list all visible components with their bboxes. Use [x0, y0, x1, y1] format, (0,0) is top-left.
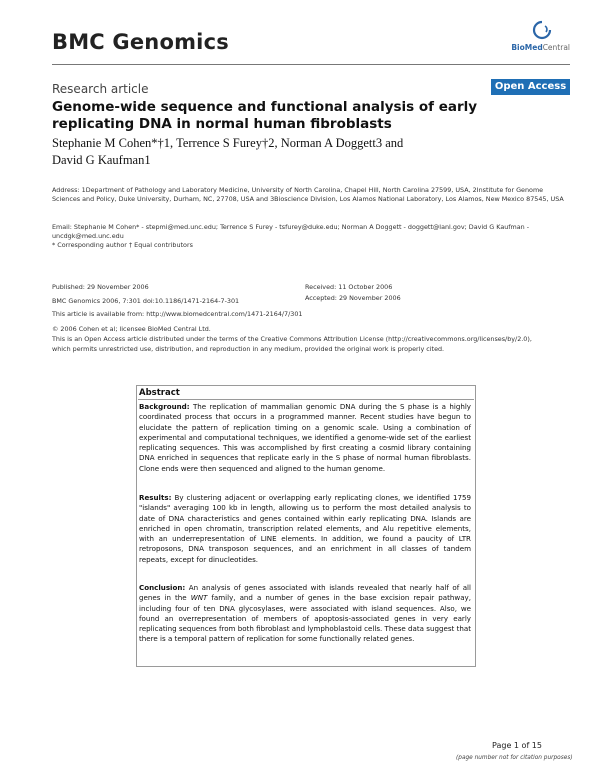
accepted-date: Accepted: 29 November 2006	[305, 294, 401, 302]
received-date: Received: 11 October 2006	[305, 283, 393, 291]
abstract-divider	[138, 399, 474, 400]
license-text[interactable]: This is an Open Access article distributed under the terms of the Creative Commons Attribution License (http://creativecommons.org/licenses/by/2.0),	[52, 335, 532, 343]
license-text-continued: which permits unrestricted use, distribution, and reproduction in any medium, provided the original work is properly cited.	[52, 345, 445, 353]
author-emails: Email: Stephanie M Cohen* - stepmi@med.unc.edu; Terrence S Furey - tsfurey@duke.edu; Norman A Doggett - doggett@lanl.gov; David G Kaufman - uncdgk@med.unc.edu	[52, 223, 530, 240]
conclusion-label: Conclusion:	[139, 583, 186, 592]
abstract-conclusion: Conclusion: An analysis of genes associated with islands revealed that nearly half of all genes in the WNT family, and a number of genes in the base excision repair pathway, including four of ten DNA glycosylases, were associated with island sequences. Also, we found an overrepresentation of members of apoptosis-associated genes in very early replicating sequences from both fibroblast and lymphoblastoid cells. These data suggest that there is a temporal pattern of replication for some functionally related genes.	[139, 583, 471, 644]
authors-line: Stephanie M Cohen*†1, Terrence S Furey†2, Norman A Doggett3 and	[52, 136, 404, 150]
background-label: Background:	[139, 402, 190, 411]
paper-title: Genome-wide sequence and functional analysis of early replicating DNA in normal human fibroblasts	[52, 99, 478, 132]
abstract-heading: Abstract	[139, 388, 180, 398]
abstract-results: Results: By clustering adjacent or overlapping early replicating clones, we identified 1759 "islands" averaging 100 kb in length, allowing us to perform the most detailed analysis to date of DNA characteristics and genes contained within early replicating DNA. Islands are enriched in open chromatin, transcription related elements, and Alu repetitive elements, with an underrepresentation of LINE elements. In addition, we found a paucity of LTR retroposons, DNA transposon sequences, and an enrichment in all classes of tandem repeats, except for dinucleotides.	[139, 493, 471, 564]
header-divider	[52, 64, 570, 65]
page-number-note: (page number not for citation purposes)	[456, 755, 573, 761]
copyright-line: © 2006 Cohen et al; licensee BioMed Central Ltd.	[52, 325, 211, 333]
published-date: Published: 29 November 2006	[52, 283, 149, 291]
author-list	[52, 135, 552, 169]
article-url[interactable]: This article is available from: http://www.biomedcentral.com/1471-2164/7/301	[52, 310, 303, 318]
biomed-logo-icon	[532, 20, 552, 40]
publisher-logo	[490, 20, 570, 58]
article-type: Research article	[52, 82, 149, 96]
citation-line: BMC Genomics 2006, 7:301 doi:10.1186/1471-2164-7-301	[52, 297, 240, 305]
journal-title: BMC Genomics	[52, 30, 229, 54]
authors-line: David G Kaufman1	[52, 153, 151, 167]
publisher-name: BioMedCentral	[511, 43, 570, 52]
results-label: Results:	[139, 493, 172, 502]
open-access-badge: Open Access	[491, 79, 570, 95]
affiliation-address: Address: 1Department of Pathology and Laboratory Medicine, University of North Carolina, Chapel Hill, North Carolina 27599, USA, 2Institute for Genome Sciences and Policy, Duke University, Durham, NC, 27708, USA and 3Bioscience Division, Los Alamos National Laboratory, Los Alamos, New Mexico 87545, USA	[52, 186, 564, 203]
abstract-background: Background: The replication of mammalian genomic DNA during the S phase is a highly coordinated process that occurs in a programmed manner. Recent studies have begun to elucidate the pattern of replication timing on a genomic scale. Using a combination of experimental and computational techniques, we identified a genome-wide set of the earliest replicating sequences. This was accomplished by first creating a cosmid library containing DNA enriched in sequences that replicate early in the S phase of normal human fibroblasts. Clone ends were then sequenced and aligned to the human genome.	[139, 402, 471, 473]
page-number: Page 1 of 15	[492, 741, 542, 750]
corresponding-note: * Corresponding author † Equal contributors	[52, 241, 193, 249]
